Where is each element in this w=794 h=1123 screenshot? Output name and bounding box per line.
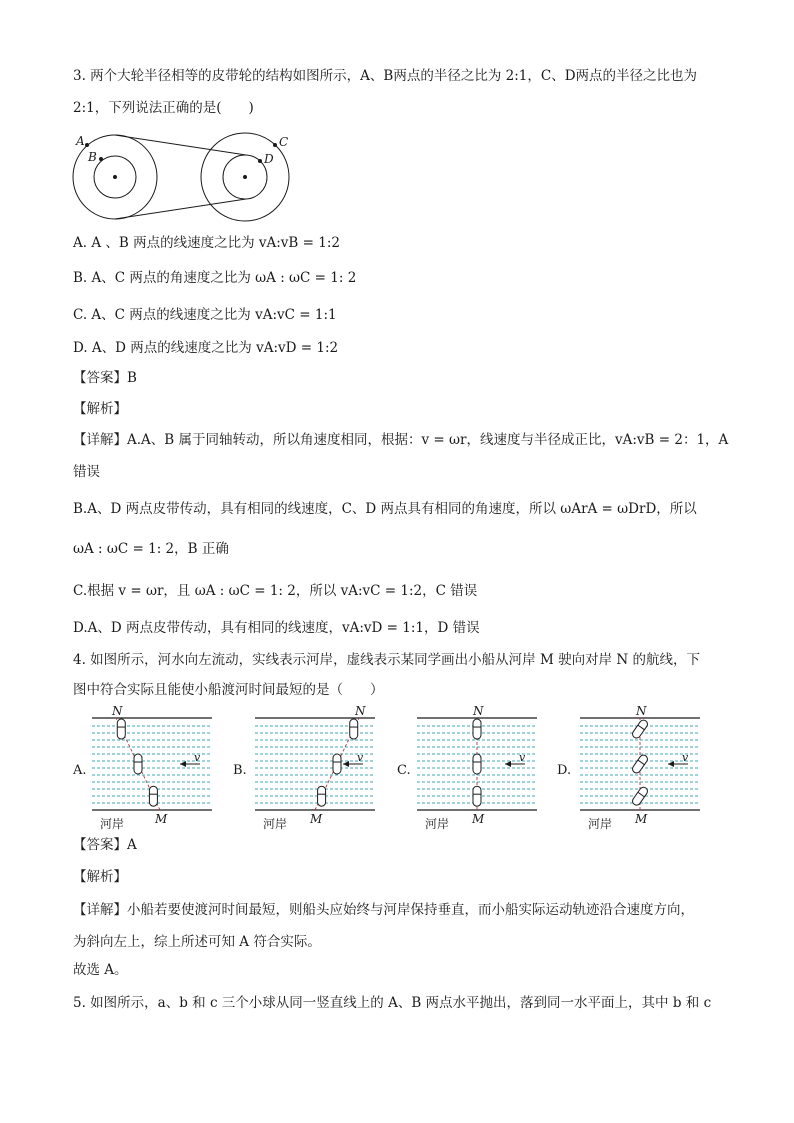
bank-label: 河岸 [263,817,288,831]
flow-label-v: v [194,751,201,764]
label-B: B [88,150,97,164]
point-B [99,157,103,161]
boat-3 [149,786,157,806]
detail-tag: 【详解】 [73,902,127,918]
boat-1 [631,719,649,740]
boat-hull [631,754,649,775]
option-label: D. [557,763,572,778]
detail-a-text: A.A、B 属于同轴转动，所以角速度相同，根据：v = ωr，线速度与半径成正比，vA:vB = 2：1，A [127,432,729,448]
boat-2 [134,754,142,774]
q3-detail-b-cont: ωA : ωC = 1: 2，B 正确 [73,541,229,557]
boat-1 [117,719,125,739]
q4-stem-line1: 4. 如图所示，河水向左流动，实线表示河岸，虚线表示某同学画出小船从河岸 M 驶向对岸 N 的航线，下 [73,652,700,668]
bank-label: 河岸 [425,817,450,831]
label-M: M [635,812,648,826]
q4-answer [73,835,137,855]
q3-stem-line2: 2:1，下列说法正确的是( ) [73,100,254,116]
boat-hull [350,719,358,739]
q3-option-a: A. A 、B 两点的线速度之比为 vA:vB = 1:2 [73,235,340,251]
pulley-figure [70,130,295,230]
q3-stem-line1: 3. 两个大轮半径相等的皮带轮的结构如图所示，A、B两点的半径之比为 2:1，C、D两点的半径之比也为 [73,68,698,84]
label-C: C [279,135,289,149]
label-M: M [310,812,323,826]
river-figure-D [557,704,737,834]
option-label: B. [233,763,247,778]
q4-detail [73,900,694,920]
label-M: M [155,812,168,826]
river-figure-C [397,704,577,834]
q4-stem-line2: 图中符合实际且能使小船渡河时间最短的是（ ） [73,682,384,698]
label-A: A [76,134,85,148]
label-M: M [472,812,485,826]
q3-detail-a-cont: 错误 [73,464,100,480]
river-figure-A [73,704,253,834]
label-N: N [355,704,366,718]
boat-2 [333,754,341,774]
flow-arrowhead [180,761,186,767]
right-axle [243,175,247,179]
flow-arrowhead [668,761,674,767]
flow-label-v: v [682,751,689,764]
q3-detail-c: C.根据 v = ωr，且 ωA : ωC = 1: 2，所以 vA:vC = 1:2，C 错误 [73,583,478,599]
boat-hull [149,786,157,806]
boat-hull [473,754,481,774]
boat-hull [473,786,481,806]
q3-detail-b: B.A、D 两点皮带传动，具有相同的线速度，C、D 两点具有相同的角速度，所以 ωArA = ωDrD，所以 [73,501,697,517]
q3-option-c: C. A、C 两点的线速度之比为 vA:vC = 1:1 [73,307,337,323]
q3-option-b: B. A、C 两点的角速度之比为 ωA : ωC = 1: 2 [73,270,357,286]
label-D: D [264,152,274,166]
answer-value: B [127,370,137,386]
q5-stem-line1: 5. 如图所示，a、b 和 c 三个小球从同一竖直线上的 A、B 两点水平抛出，落到同一水平面上，其中 b 和 c [73,995,712,1011]
flow-arrowhead [343,761,349,767]
boat-2 [631,754,649,775]
boat-1 [473,719,481,739]
q3-answer [73,368,137,388]
q3-detail-d: D.A、D 两点皮带传动，具有相同的线速度，vA:vD = 1:1，D 错误 [73,620,480,636]
answer-tag: 【答案】 [73,837,127,853]
label-N: N [636,704,647,718]
answer-tag: 【答案】 [73,370,127,386]
q4-analysis-tag: 【解析】 [73,869,127,885]
label-N: N [473,704,484,718]
bank-label: 河岸 [100,817,125,831]
q4-detail-cont: 为斜向左上，综上所述可知 A 符合实际。 [73,934,321,950]
option-label: A. [73,763,87,778]
point-D [258,159,262,163]
q3-analysis-tag: 【解析】 [73,401,127,417]
boat-hull [134,754,142,774]
flow-label-v: v [519,751,526,764]
belt-bottom [115,199,246,219]
boat-2 [473,754,481,774]
q3-option-d: D. A、D 两点的线速度之比为 vA:vD = 1:2 [73,340,339,356]
boat-3 [318,786,326,806]
flow-label-v: v [357,751,364,764]
boat-hull [117,719,125,739]
left-axle [113,175,117,179]
label-N: N [112,704,123,718]
q4-conclusion: 故选 A。 [73,962,128,978]
option-label: C. [397,763,411,778]
point-C [273,143,277,147]
boat-3 [473,786,481,806]
q3-detail-a [73,430,728,450]
boat-hull [333,754,341,774]
detail-tag: 【详解】 [73,432,127,448]
river-figure-B [233,704,413,834]
boat-hull [631,719,649,740]
boat-1 [350,719,358,739]
answer-value: A [127,837,137,853]
belt-top [115,135,246,155]
boat-hull [318,786,326,806]
bank-label: 河岸 [588,817,613,831]
point-A [85,143,89,147]
boat-hull [473,719,481,739]
flow-arrowhead [505,761,511,767]
detail-text: 小船若要使渡河时间最短，则船头应始终与河岸保持垂直，而小船实际运动轨迹沿合速度方向， [127,902,694,918]
